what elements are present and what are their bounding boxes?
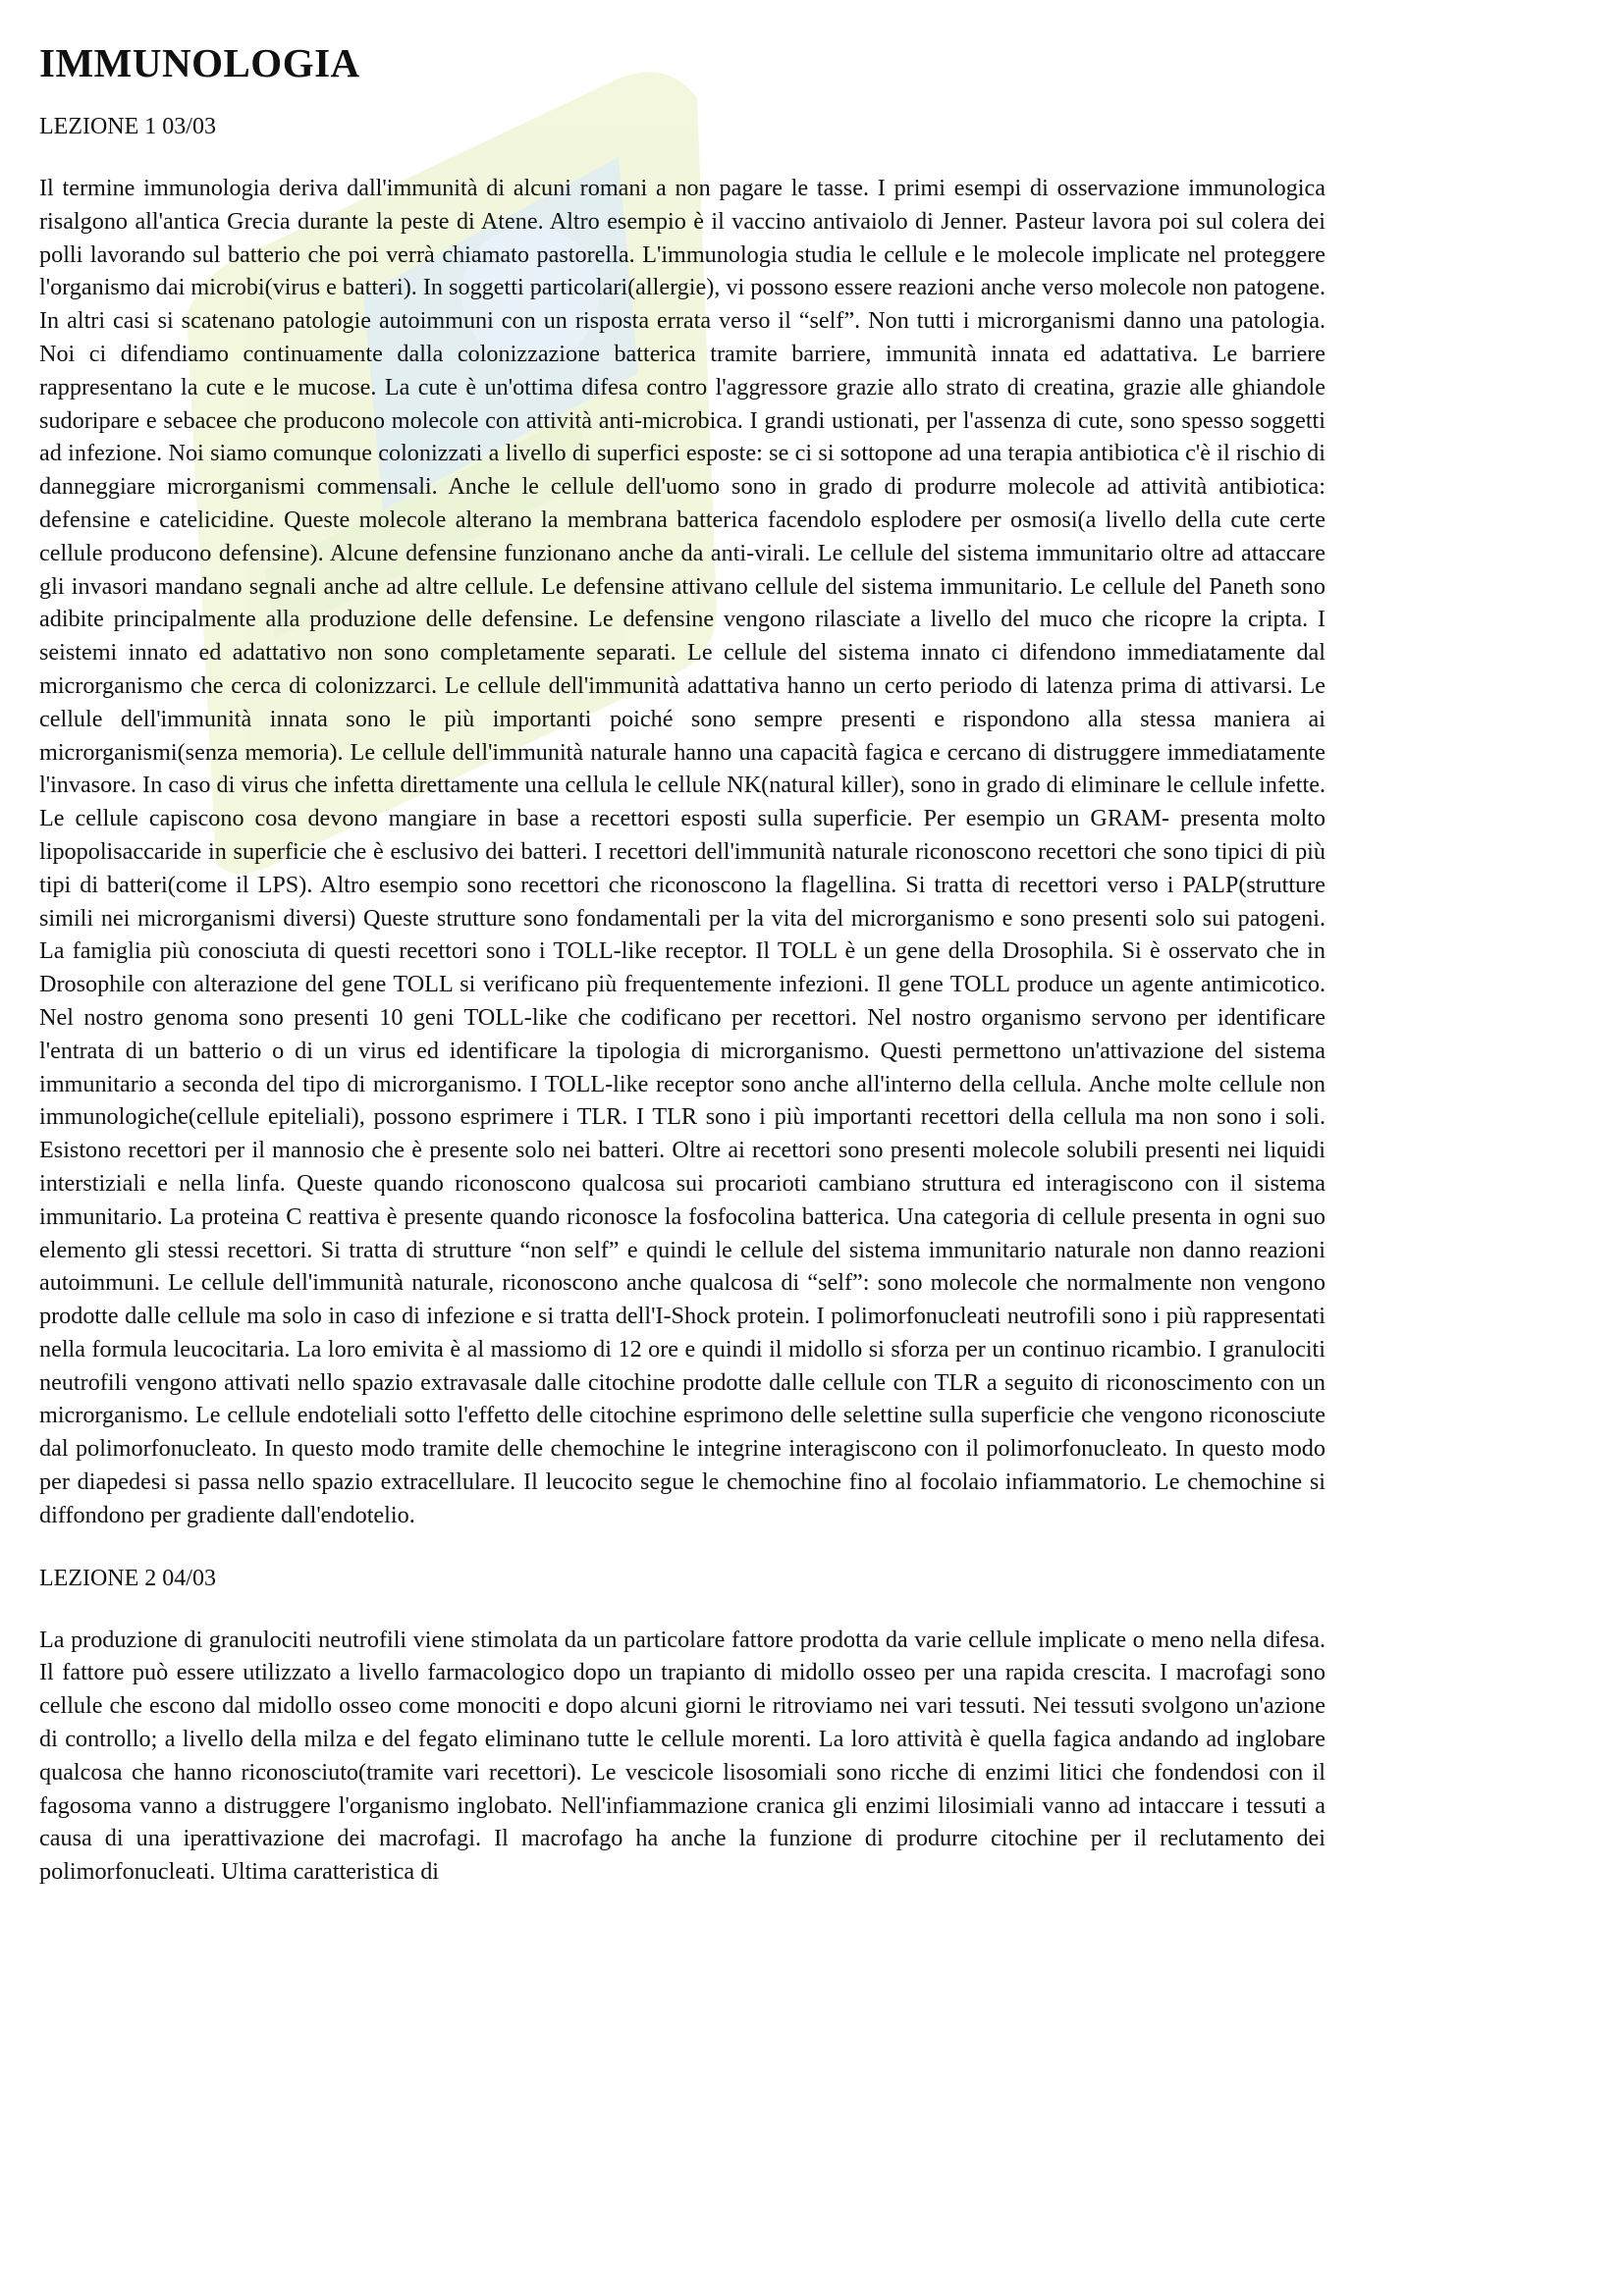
lesson-heading: LEZIONE 1 03/03: [39, 114, 216, 139]
lesson-section: [39, 1566, 1325, 1889]
lesson-body: Il termine immunologia deriva dall'immunità di alcuni romani a non pagare le tasse. I primi esempi di osservazione immunologica risalgono all'antica Grecia durante la peste di Atene. Altro esempio è il vaccino antivaiolo di Jenner. Pasteur lavora poi sul colera dei polli lavorando sul batterio che poi verrà chiamato pastorella. L'immunologia studia le cellule e le molecole implicate nel proteggere l'organismo dai microbi(virus e batteri). In soggetti particolari(allergie), vi possono essere reazioni anche verso molecole non patogene. In altri casi si scatenano patologie autoimmuni con un risposta errata verso il “self”. Non tutti i microrganismi danno una patologia. Noi ci difendiamo continuamente dalla colonizzazione batterica tramite barriere, immunità innata ed adattativa. Le barriere rappresentano la cute e le mucose. La cute è un'ottima difesa contro l'aggressore grazie allo strato di creatina, grazie alle ghiandole sudoripare e sebacee che producono molecole con attività anti-microbica. I grandi ustionati, per l'assenza di cute, sono spesso soggetti ad infezione. Noi siamo comunque colonizzati a livello di superfici esposte: se ci si sottopone ad una terapia antibiotica c'è il rischio di danneggiare microrganismi commensali. Anche le cellule dell'uomo sono in grado di produrre molecole ad attività antibiotica: defensine e catelicidine. Queste molecole alterano la membrana batterica facendolo esplodere per osmosi(a livello della cute certe cellule producono defensine). Alcune defensine funzionano anche da anti-virali. Le cellule del sistema immunitario oltre ad attaccare gli invasori mandano segnali anche ad altre cellule. Le defensine attivano cellule del sistema immunitario. Le cellule del Paneth sono adibite principalmente alla produzione delle defensine. Le defensine vengono rilasciate a livello del muco che ricopre la cripta. I seistemi innato ed adattativo non sono completamente separati. Le cellule del sistema innato ci difendono immediatamente dal microrganismo che cerca di colonizzarci. Le cellule dell'immunità adattativa hanno un certo periodo di latenza prima di attivarsi. Le cellule dell'immunità innata sono le più importanti poiché sono sempre presenti e rispondono alla stessa maniera ai microrganismi(senza memoria). Le cellule dell'immunità naturale hanno una capacità fagica e cercano di distruggere immediatamente l'invasore. In caso di virus che infetta direttamente una cellula le cellule NK(natural killer), sono in grado di eliminare le cellule infette. Le cellule capiscono cosa devono mangiare in base a recettori esposti sulla superficie. Per esempio un GRAM- presenta molto lipopolisaccaride in superficie che è esclusivo dei batteri. I recettori dell'immunità naturale riconoscono recettori che sono tipici di più tipi di batteri(come il LPS). Altro esempio sono recettori che riconoscono la flagellina. Si tratta di recettori verso i PALP(strutture simili nei microrganismi diversi) Queste strutture sono fondamentali per la vita del microrganismo e sono presenti solo sui patogeni. La famiglia più conosciuta di questi recettori sono i TOLL-like receptor. Il TOLL è un gene della Drosophila. Si è osservato che in Drosophile con alterazione del gene TOLL si verificano più frequentemente infezioni. Il gene TOLL produce un agente antimicotico. Nel nostro genoma sono presenti 10 geni TOLL-like che codificano per recettori. Nel nostro organismo servono per identificare l'entrata di un batterio o di un virus ed identificare la tipologia di microrganismo. Questi permettono un'attivazione del sistema immunitario a seconda del tipo di microrganismo. I TOLL-like receptor sono anche all'interno della cellula. Anche molte cellule non immunologiche(cellule epiteliali), possono esprimere i TLR. I TLR sono i più importanti recettori della cellula ma non sono i soli. Esistono recettori per il mannosio che è presente solo nei batteri. Oltre ai recettori sono presenti molecole solubili presenti nei liquidi interstiziali e nella linfa. Queste quando riconoscono qualcosa sui procarioti cambiano struttura ed interagiscono con il sistema immunitario. La proteina C reattiva è presente quando riconosce la fosfocolina batterica. Una categoria di cellule presenta in ogni suo elemento gli stessi recettori. Si tratta di strutture “non self” e quindi le cellule del sistema immunitario naturale non danno reazioni autoimmuni. Le cellule dell'immunità naturale, riconoscono anche qualcosa di “self”: sono molecole che normalmente non vengono prodotte dalle cellule ma solo in caso di infezione e si tratta dell'I-Shock protein. I polimorfonucleati neutrofili sono i più rappresentati nella formula leucocitaria. La loro emivita è al massiomo di 12 ore e quindi il midollo si sforza per un continuo ricambio. I granulociti neutrofili vengono attivati nello spazio extravasale dalle citochine prodotte dalle cellule con TLR a seguito di riconoscimento con un microrganismo. Le cellule endoteliali sotto l'effetto delle citochine esprimono delle selettine sulla superficie che vengono riconosciute dal polimorfonucleato. In questo modo tramite delle chemochine le integrine interagiscono con il polimorfonucleato. In questo modo per diapedesi si passa nello spazio extracellulare. Il leucocito segue le chemochine fino al focolaio infiammatorio. Le chemochine si diffondono per gradiente dall'endotelio.: [39, 175, 1325, 1528]
lesson-section: [39, 114, 1325, 1532]
document-page: [39, 39, 1325, 1922]
lesson-heading: LEZIONE 2 04/03: [39, 1565, 216, 1591]
document-title: IMMUNOLOGIA: [39, 40, 360, 85]
lesson-body: La produzione di granulociti neutrofili viene stimolata da un particolare fattore prodotta da varie cellule implicate o meno nella difesa. Il fattore può essere utilizzato a livello farmacologico dopo un trapianto di midollo osseo per una rapida crescita. I macrofagi sono cellule che escono dal midollo osseo come monociti e dopo alcuni giorni le ritroviamo nei vari tessuti. Nei tessuti svolgono un'azione di controllo; a livello della milza e del fegato eliminano tutte le cellule morenti. La loro attività è quella fagica andando ad inglobare qualcosa che hanno riconosciuto(tramite vari recettori). Le vescicole lisosomiali sono ricche di enzimi litici che fondendosi con il fagosoma vanno a distruggere l'organismo inglobato. Nell'infiammazione cranica gli enzimi lilosimiali vanno ad intaccare i tessuti a causa di una iperattivazione dei macrofagi. Il macrofago ha anche la funzione di produrre citochine per il reclutamento dei polimorfonucleati. Ultima caratteristica di: [39, 1626, 1325, 1886]
